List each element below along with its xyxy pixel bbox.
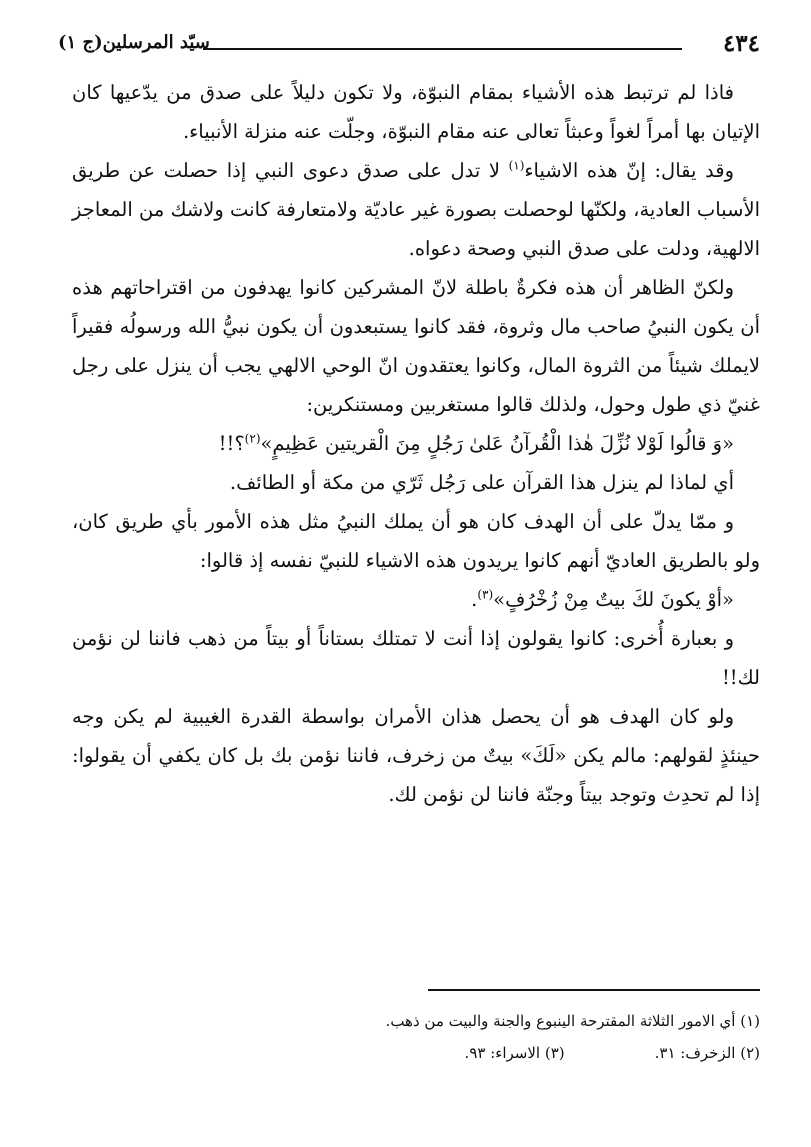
paragraph-5: و ممّا يدلّ على أن الهدف كان هو أن يملك النبيُ مثل هذه الأمور بأي طريق كان، ولو بالطريق العاديّ أنهم كانوا يريدون هذه الاشياء للنبيّ نفسه إذ قالوا: xyxy=(72,510,760,572)
quote-1-text: «وَ قالُوا لَوْلا نُزِّلَ هٰذا الْقُرآنُ عَلىٰ رَجُلٍ مِنَ الْقريتين عَظِيمٍ» xyxy=(260,432,734,455)
footnote-3: (٣) الاسراء: ٩٣. xyxy=(464,1044,565,1062)
paragraph-4: أي لماذا لم ينزل هذا القرآن على رَجُل ثَرّي من مكة أو الطائف. xyxy=(229,471,734,494)
paragraph-2-text: وقد يقال: إنّ هذه الاشياء xyxy=(524,159,734,182)
body-text xyxy=(72,73,760,814)
quran-quote-1 xyxy=(72,424,760,463)
running-header xyxy=(58,30,760,64)
quran-quote-2 xyxy=(72,580,760,619)
footnote-2: (٢) الزخرف: ٣١. xyxy=(654,1044,760,1062)
quote-2-tail: . xyxy=(471,588,478,611)
paragraph-6: و بعبارة أُخرى: كانوا يقولون إذا أنت لا تمتلك بستاناً أو بيتاً من ذهب فاننا لن نؤمن لك!! xyxy=(72,627,760,689)
footnotes xyxy=(72,1005,760,1069)
paragraph-3: ولكنّ الظاهر أن هذه فكرةٌ باطلة لانّ المشركين كانوا يهدفون من اقتراحاتهم هذه أن يكون النبيُ صاحب مال وثروة، فقد كانوا يستبعدون أن يكون نبيُّ الله ورسولُه فقيراً لايملك شيئاً من الثروة المال، وكانوا يعتقدون انّ الوحي الالهي يجب أن ينزل على رجل غنيّ ذي طول وحول، ولذلك قالوا مستغربين ومستنكرين: xyxy=(72,276,760,416)
footnote-marker-1[interactable]: (١) xyxy=(508,158,525,173)
footnote-marker-3[interactable]: (٣) xyxy=(477,587,494,602)
quote-2-text: «أوْ يكونَ لكَ بيتٌ مِنْ زُخْرُفٍ» xyxy=(493,588,734,611)
footnote-row-2 xyxy=(72,1037,760,1069)
paragraph-1: فاذا لم ترتبط هذه الأشياء بمقام النبوّة، ولا تكون دليلاً على صدق من يدّعيها كان الإتيان بها أمراً لغواً وعبثاً تعالى عنه مقام النبوّة، وجلّت عنه منزلة الأنبياء. xyxy=(72,81,760,143)
header-rule xyxy=(203,48,682,50)
quote-1-tail: ؟!! xyxy=(218,432,245,455)
paragraph-2 xyxy=(72,151,760,268)
book-title: سيّد المرسلين(ج ١) xyxy=(58,32,210,53)
footnote-1: (١) أي الامور الثلاثة المقترحة الينبوع والجنة والبيت من ذهب. xyxy=(385,1012,760,1030)
paragraph-2-text-cont: لا تدل على صدق دعوى النبي إذا حصلت عن طريق الأسباب العادية، ولكنّها لوحصلت بصورة غير عاديّة ولامتعارفة كانت ولاشك من المعاجز الالهية، ودلت على صدق النبي وصحة دعواه. xyxy=(72,159,760,260)
footnote-separator xyxy=(428,989,760,991)
page-number: ٤٣٤ xyxy=(722,30,760,57)
paragraph-7: ولو كان الهدف هو أن يحصل هذان الأمران بواسطة القدرة الغيبية لم يكن وجه حينئذٍ لقولهم: مالم يكن «لَكَ» بيتٌ من زخرف، فاننا نؤمن بك بل كان يكفي أن يقولوا: إذا لم تحدِث وتوجد بيتاً وجنّة فاننا لن نؤمن لك. xyxy=(72,705,760,806)
footnote-marker-2[interactable]: (٢) xyxy=(244,431,261,446)
